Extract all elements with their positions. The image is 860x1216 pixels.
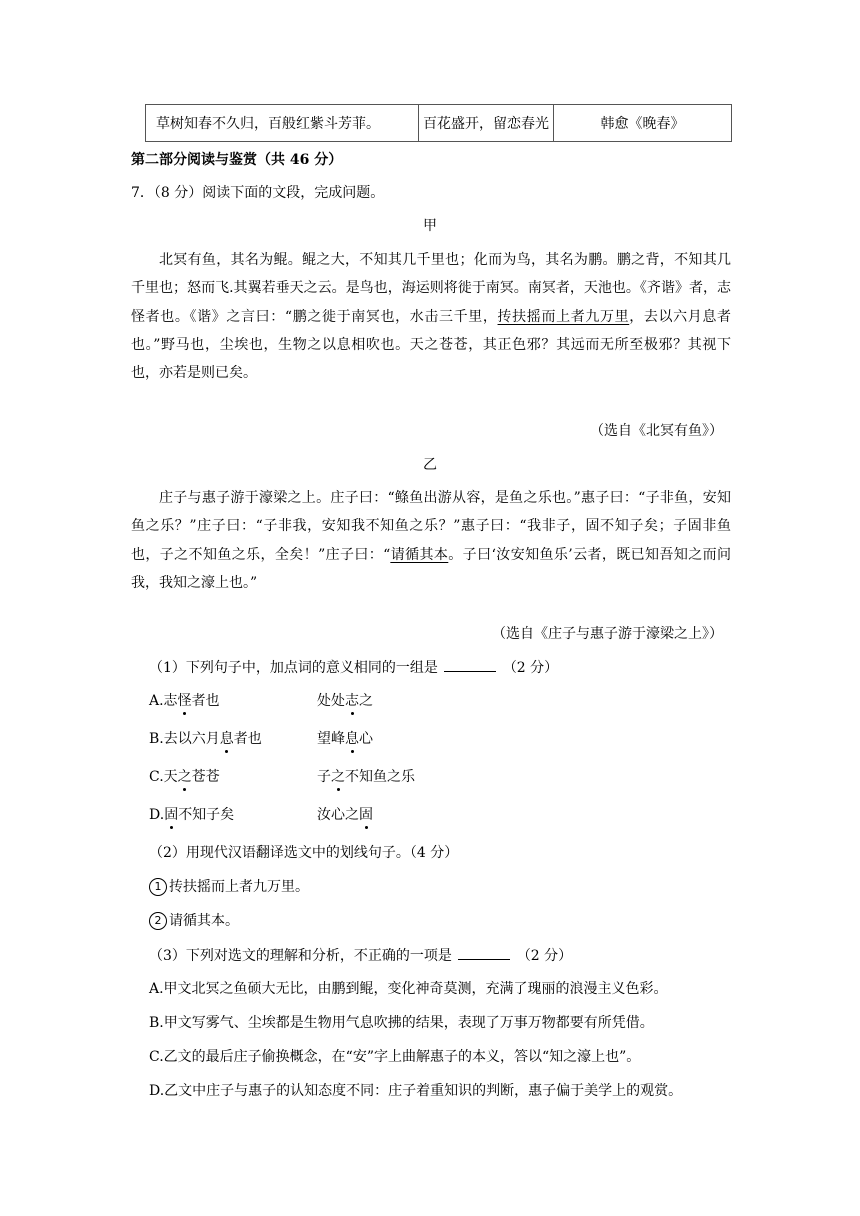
passage-jia-label: 甲 xyxy=(423,218,437,234)
sub1-score: （2 分） xyxy=(502,660,559,676)
passage-jia-text-2: ，去以六月息者也。”野马也，尘埃也，生物之以息相吹也。天之苍苍，其正色邪？其远而无所至极邪？其视下也，亦若是则已矣。 xyxy=(131,308,732,382)
sub3-option-a: A.甲文北冥之鱼硕大无比，由鹏到鲲，变化神奇莫测，充满了瑰丽的浪漫主义色彩。 xyxy=(149,981,668,997)
dotted-word: 志 xyxy=(345,693,359,709)
poem-cell: 草树知春不久归，百般红紫斗芳菲。 xyxy=(146,105,419,142)
dotted-word: 固 xyxy=(164,807,179,823)
sub1-stem xyxy=(149,657,558,678)
passage-jia-underlined: 抟扶摇而上者九万里 xyxy=(497,308,630,325)
poem-table xyxy=(145,104,732,142)
sub3-option-c: C.乙文的最后庄子偷换概念，在“安”字上曲解惠子的本义，答以“知之濠上也”。 xyxy=(149,1049,641,1065)
sub2-item-text: 请循其本。 xyxy=(169,913,239,929)
circled-number: 2 xyxy=(149,912,167,930)
dotted-word: 之 xyxy=(331,769,345,785)
sub2-item-2 xyxy=(149,911,239,931)
dotted-word: 怪 xyxy=(177,693,192,709)
sub1-option-d xyxy=(149,805,373,825)
sub1-stem-text: （1）下列句子中，加点词的意义相同的一组是 xyxy=(149,660,438,676)
question-7-intro: 7．（8 分）阅读下面的文段，完成问题。 xyxy=(131,185,385,201)
passage-yi-source: （选自《庄子与惠子游于濠梁之上》） xyxy=(492,626,723,642)
source-cell: 韩愈《晚春》 xyxy=(554,105,732,142)
passage-yi-underlined: 请循其本 xyxy=(390,546,449,563)
table-row xyxy=(146,105,732,142)
circled-number: 1 xyxy=(149,878,167,896)
option-right: 处处志之 xyxy=(317,693,373,709)
passage-yi-text-2: 。子曰‘汝安知鱼乐’云者，既已知吾知之而问我，我知之濠上也。” xyxy=(131,546,731,591)
dotted-word: 息 xyxy=(219,731,234,747)
option-left: A.志怪者也 xyxy=(149,693,220,709)
sub3-stem-text: （3）下列对选文的理解和分析，不正确的一项是 xyxy=(149,948,452,964)
sub2-item-1 xyxy=(149,877,309,897)
passage-yi-label: 乙 xyxy=(423,457,437,473)
passage-jia-source: （选自《北冥有鱼》） xyxy=(590,423,723,439)
option-left: C.天之苍苍 xyxy=(149,769,220,785)
sub1-option-a xyxy=(149,691,373,711)
option-left: D.固不知子矣 xyxy=(149,807,235,823)
passage-jia xyxy=(131,246,731,387)
option-right: 子之不知鱼之乐 xyxy=(317,769,415,785)
sub1-option-b xyxy=(149,729,373,749)
sub2-stem: （2）用现代汉语翻译选文中的划线句子。（4 分） xyxy=(149,845,459,861)
sub3-option-d: D.乙文中庄子与惠子的认知态度不同：庄子着重知识的判断，惠子偏于美学上的观赏。 xyxy=(149,1083,683,1099)
sub2-item-text: 抟扶摇而上者九万里。 xyxy=(169,879,309,895)
dotted-word: 息 xyxy=(345,731,359,747)
passage-yi xyxy=(131,484,731,597)
section-title: 第二部分阅读与鉴赏（共 46 分） xyxy=(131,152,343,168)
option-left: B.去以六月息者也 xyxy=(149,731,262,747)
sub3-stem xyxy=(149,945,572,966)
answer-blank[interactable] xyxy=(458,945,510,960)
meaning-cell: 百花盛开，留恋春光 xyxy=(419,105,554,142)
option-right: 汝心之固 xyxy=(317,807,373,823)
dotted-word: 之 xyxy=(177,769,192,785)
passage-jia-text-1: 北冥有鱼，其名为鲲。鲲之大，不知其几千里也；化而为鸟，其名为鹏。鹏之背，不知其几千里也；怒而飞.其翼若垂天之云。是鸟也，海运则将徙于南冥。南冥者，天池也。《齐谐》者，志怪者也。《谐》之言曰：“鹏之徙于南冥也，水击三千里， xyxy=(131,252,731,325)
answer-blank[interactable] xyxy=(444,657,496,672)
passage-yi-text-1: 庄子与惠子游于濠梁之上。庄子曰：“鲦鱼出游从容，是鱼之乐也。”惠子曰：“子非鱼，安知鱼之乐？”庄子曰：“子非我，安知我不知鱼之乐？”惠子曰：“我非子，固不知子矣；子固非鱼也，子之不知鱼之乐，全矣！”庄子曰：“ xyxy=(131,490,731,563)
sub3-score: （2 分） xyxy=(516,948,573,964)
sub3-option-b: B.甲文写雾气、尘埃都是生物用气息吹拂的结果，表现了万事万物都要有所凭借。 xyxy=(149,1015,654,1031)
option-right: 望峰息心 xyxy=(317,731,373,747)
sub1-option-c xyxy=(149,767,415,787)
dotted-word: 固 xyxy=(359,807,373,823)
